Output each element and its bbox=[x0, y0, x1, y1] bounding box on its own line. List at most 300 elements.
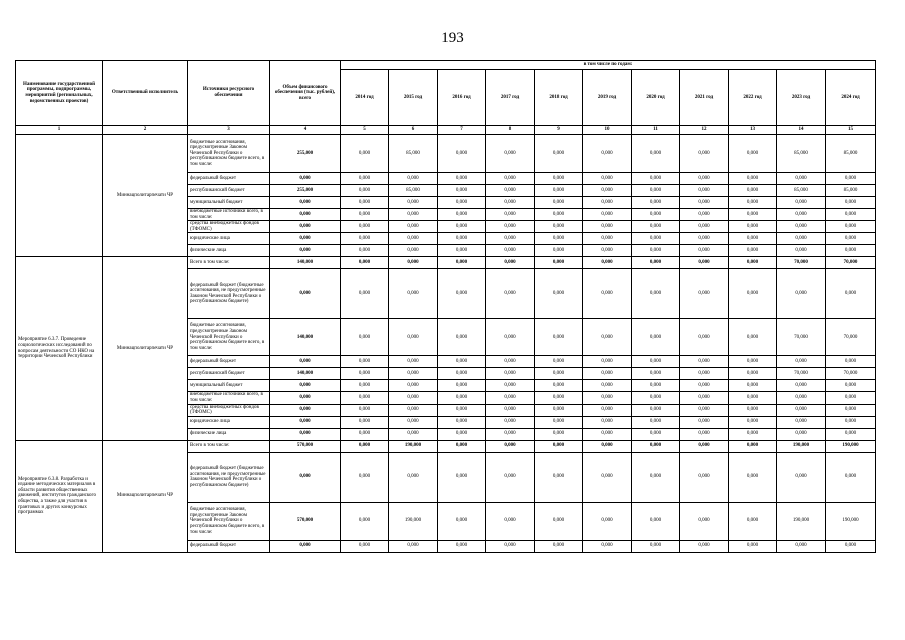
year-value-cell: 0,000 bbox=[632, 428, 680, 440]
year-value-cell: 0,000 bbox=[729, 440, 777, 452]
year-value-cell: 0,000 bbox=[341, 135, 389, 173]
source-cell: бюджетные ассигнования, предусмотренные Законом Чеченской Республики о республиканском бюджете всего, в том числе: bbox=[188, 135, 270, 173]
header-executor: Ответственный исполнитель bbox=[103, 61, 188, 126]
year-value-cell: 0,000 bbox=[438, 319, 486, 356]
year-value-cell: 0,000 bbox=[632, 440, 680, 452]
year-value-cell: 0,000 bbox=[389, 319, 438, 356]
column-number: 6 bbox=[389, 126, 438, 135]
column-number: 11 bbox=[632, 126, 680, 135]
year-value-cell: 0,000 bbox=[632, 392, 680, 404]
year-value-cell: 0,000 bbox=[535, 173, 583, 185]
total-cell: 0,000 bbox=[270, 233, 341, 245]
total-cell: 0,000 bbox=[270, 380, 341, 392]
year-value-cell: 0,000 bbox=[680, 416, 729, 428]
column-number: 8 bbox=[486, 126, 535, 135]
year-value-cell: 0,000 bbox=[486, 221, 535, 233]
year-value-cell: 0,000 bbox=[777, 380, 826, 392]
total-cell: 0,000 bbox=[270, 209, 341, 221]
year-value-cell: 0,000 bbox=[583, 209, 632, 221]
year-value-cell: 0,000 bbox=[341, 233, 389, 245]
year-value-cell: 0,000 bbox=[486, 356, 535, 368]
year-value-cell: 0,000 bbox=[826, 209, 876, 221]
source-cell: Всего в том числе: bbox=[188, 257, 270, 269]
source-cell: юридические лица bbox=[188, 233, 270, 245]
year-value-cell: 0,000 bbox=[389, 257, 438, 269]
header-year: 2017 год bbox=[486, 70, 535, 126]
header-by-years: в том числе по годам: bbox=[341, 61, 876, 70]
year-value-cell: 0,000 bbox=[729, 502, 777, 540]
year-value-cell: 0,000 bbox=[777, 452, 826, 502]
year-value-cell: 0,000 bbox=[632, 540, 680, 552]
header-year: 2019 год bbox=[583, 70, 632, 126]
budget-table bbox=[15, 60, 876, 553]
year-value-cell: 0,000 bbox=[389, 368, 438, 380]
total-cell: 0,000 bbox=[270, 245, 341, 257]
year-value-cell: 0,000 bbox=[583, 185, 632, 197]
year-value-cell: 0,000 bbox=[389, 404, 438, 416]
year-value-cell: 0,000 bbox=[341, 416, 389, 428]
year-value-cell: 0,000 bbox=[729, 221, 777, 233]
executor-cell: Миннацполитарпечати ЧР bbox=[103, 135, 188, 257]
source-cell: физические лица bbox=[188, 428, 270, 440]
year-value-cell: 0,000 bbox=[632, 269, 680, 319]
header-year: 2020 год bbox=[632, 70, 680, 126]
year-value-cell: 0,000 bbox=[632, 452, 680, 502]
year-value-cell: 0,000 bbox=[729, 197, 777, 209]
year-value-cell: 0,000 bbox=[486, 428, 535, 440]
year-value-cell: 0,000 bbox=[438, 540, 486, 552]
year-value-cell: 0,000 bbox=[777, 245, 826, 257]
year-value-cell: 0,000 bbox=[486, 269, 535, 319]
column-number: 14 bbox=[777, 126, 826, 135]
year-value-cell: 0,000 bbox=[729, 233, 777, 245]
year-value-cell: 0,000 bbox=[486, 380, 535, 392]
year-value-cell: 0,000 bbox=[680, 380, 729, 392]
year-value-cell: 0,000 bbox=[389, 416, 438, 428]
year-value-cell: 0,000 bbox=[680, 540, 729, 552]
year-value-cell: 0,000 bbox=[486, 502, 535, 540]
year-value-cell: 0,000 bbox=[341, 185, 389, 197]
year-value-cell: 0,000 bbox=[729, 404, 777, 416]
year-value-cell: 0,000 bbox=[583, 368, 632, 380]
year-value-cell: 0,000 bbox=[341, 245, 389, 257]
total-cell: 0,000 bbox=[270, 356, 341, 368]
year-value-cell: 85,000 bbox=[389, 185, 438, 197]
year-value-cell: 0,000 bbox=[438, 197, 486, 209]
column-number: 3 bbox=[188, 126, 270, 135]
header-year: 2023 год bbox=[777, 70, 826, 126]
year-value-cell: 0,000 bbox=[583, 245, 632, 257]
year-value-cell: 0,000 bbox=[341, 368, 389, 380]
year-value-cell: 0,000 bbox=[389, 380, 438, 392]
year-value-cell: 0,000 bbox=[826, 173, 876, 185]
executor-cell: Миннацполитарпечати ЧР bbox=[103, 257, 188, 440]
column-number: 2 bbox=[103, 126, 188, 135]
year-value-cell: 0,000 bbox=[777, 269, 826, 319]
year-value-cell: 0,000 bbox=[438, 209, 486, 221]
year-value-cell: 0,000 bbox=[632, 209, 680, 221]
year-value-cell: 0,000 bbox=[632, 404, 680, 416]
source-cell: республиканский бюджет bbox=[188, 185, 270, 197]
year-value-cell: 190,000 bbox=[826, 440, 876, 452]
year-value-cell: 0,000 bbox=[341, 380, 389, 392]
year-value-cell: 0,000 bbox=[341, 319, 389, 356]
year-value-cell: 0,000 bbox=[341, 221, 389, 233]
year-value-cell: 0,000 bbox=[438, 368, 486, 380]
year-value-cell: 0,000 bbox=[729, 392, 777, 404]
header-year: 2016 год bbox=[438, 70, 486, 126]
year-value-cell: 0,000 bbox=[486, 404, 535, 416]
year-value-cell: 0,000 bbox=[583, 380, 632, 392]
year-value-cell: 0,000 bbox=[777, 233, 826, 245]
year-value-cell: 0,000 bbox=[486, 452, 535, 502]
year-value-cell: 0,000 bbox=[438, 380, 486, 392]
year-value-cell: 70,000 bbox=[777, 319, 826, 356]
year-value-cell: 0,000 bbox=[389, 233, 438, 245]
year-value-cell: 0,000 bbox=[826, 356, 876, 368]
year-value-cell: 0,000 bbox=[583, 428, 632, 440]
event-name-cell: Мероприятие 6.3.7. Проведение социологических исследований по вопросам деятельности СО НКО на территории Чеченской Республики bbox=[16, 257, 103, 440]
year-value-cell: 0,000 bbox=[341, 356, 389, 368]
year-value-cell: 70,000 bbox=[777, 368, 826, 380]
year-value-cell: 0,000 bbox=[729, 135, 777, 173]
year-value-cell: 0,000 bbox=[438, 257, 486, 269]
year-value-cell: 0,000 bbox=[583, 257, 632, 269]
year-value-cell: 0,000 bbox=[486, 173, 535, 185]
column-number: 9 bbox=[535, 126, 583, 135]
year-value-cell: 0,000 bbox=[341, 452, 389, 502]
year-value-cell: 0,000 bbox=[583, 404, 632, 416]
source-cell: юридические лица bbox=[188, 416, 270, 428]
year-value-cell: 0,000 bbox=[632, 233, 680, 245]
year-value-cell: 0,000 bbox=[583, 135, 632, 173]
total-cell: 0,000 bbox=[270, 452, 341, 502]
year-value-cell: 0,000 bbox=[535, 233, 583, 245]
year-value-cell: 0,000 bbox=[535, 392, 583, 404]
total-cell: 0,000 bbox=[270, 221, 341, 233]
year-value-cell: 0,000 bbox=[826, 416, 876, 428]
year-value-cell: 0,000 bbox=[583, 440, 632, 452]
year-value-cell: 0,000 bbox=[535, 135, 583, 173]
year-value-cell: 0,000 bbox=[583, 502, 632, 540]
source-cell: средства внебюджетных фондов (ТФОМС) bbox=[188, 221, 270, 233]
header-name: Наименование государственной программы, подпрограммы, мероприятий (региональных, ведомственных проектов) bbox=[16, 61, 103, 126]
total-cell: 0,000 bbox=[270, 269, 341, 319]
header-year: 2022 год bbox=[729, 70, 777, 126]
year-value-cell: 0,000 bbox=[583, 233, 632, 245]
year-value-cell: 0,000 bbox=[438, 221, 486, 233]
table-row bbox=[16, 257, 876, 269]
year-value-cell: 0,000 bbox=[486, 368, 535, 380]
year-value-cell: 70,000 bbox=[826, 368, 876, 380]
year-value-cell: 0,000 bbox=[341, 173, 389, 185]
year-value-cell: 0,000 bbox=[826, 221, 876, 233]
year-value-cell: 0,000 bbox=[826, 540, 876, 552]
year-value-cell: 0,000 bbox=[680, 428, 729, 440]
column-number: 7 bbox=[438, 126, 486, 135]
year-value-cell: 0,000 bbox=[729, 173, 777, 185]
year-value-cell: 0,000 bbox=[777, 221, 826, 233]
year-value-cell: 0,000 bbox=[341, 502, 389, 540]
year-value-cell: 0,000 bbox=[777, 173, 826, 185]
year-value-cell: 0,000 bbox=[680, 185, 729, 197]
year-value-cell: 0,000 bbox=[632, 257, 680, 269]
year-value-cell: 0,000 bbox=[438, 452, 486, 502]
year-value-cell: 0,000 bbox=[729, 368, 777, 380]
year-value-cell: 0,000 bbox=[438, 356, 486, 368]
year-value-cell: 0,000 bbox=[729, 245, 777, 257]
source-cell: бюджетные ассигнования, предусмотренные Законом Чеченской Республики о республиканском бюджете всего, в том числе: bbox=[188, 502, 270, 540]
year-value-cell: 0,000 bbox=[680, 452, 729, 502]
column-number: 15 bbox=[826, 126, 876, 135]
year-value-cell: 85,000 bbox=[777, 135, 826, 173]
table-row bbox=[16, 440, 876, 452]
year-value-cell: 0,000 bbox=[729, 380, 777, 392]
year-value-cell: 0,000 bbox=[341, 269, 389, 319]
column-number: 13 bbox=[729, 126, 777, 135]
year-value-cell: 0,000 bbox=[680, 257, 729, 269]
year-value-cell: 0,000 bbox=[583, 416, 632, 428]
year-value-cell: 0,000 bbox=[535, 209, 583, 221]
year-value-cell: 0,000 bbox=[535, 269, 583, 319]
header-source: Источники ресурсного обеспечения bbox=[188, 61, 270, 126]
year-value-cell: 0,000 bbox=[389, 221, 438, 233]
total-cell: 0,000 bbox=[270, 416, 341, 428]
year-value-cell: 0,000 bbox=[826, 380, 876, 392]
year-value-cell: 0,000 bbox=[680, 233, 729, 245]
year-value-cell: 0,000 bbox=[729, 416, 777, 428]
year-value-cell: 0,000 bbox=[826, 392, 876, 404]
source-cell: бюджетные ассигнования, предусмотренные Законом Чеченской Республики о республиканском бюджете всего, в том числе: bbox=[188, 319, 270, 356]
source-cell: федеральный бюджет bbox=[188, 356, 270, 368]
year-value-cell: 0,000 bbox=[680, 356, 729, 368]
year-value-cell: 0,000 bbox=[438, 502, 486, 540]
column-number: 12 bbox=[680, 126, 729, 135]
year-value-cell: 0,000 bbox=[486, 440, 535, 452]
year-value-cell: 0,000 bbox=[680, 404, 729, 416]
page-number: 193 bbox=[441, 30, 464, 46]
year-value-cell: 0,000 bbox=[777, 356, 826, 368]
year-value-cell: 0,000 bbox=[729, 356, 777, 368]
year-value-cell: 0,000 bbox=[826, 269, 876, 319]
year-value-cell: 0,000 bbox=[389, 392, 438, 404]
column-number-row bbox=[16, 126, 876, 135]
header-year: 2014 год bbox=[341, 70, 389, 126]
year-value-cell: 190,000 bbox=[777, 440, 826, 452]
year-value-cell: 0,000 bbox=[486, 416, 535, 428]
source-cell: муниципальный бюджет bbox=[188, 380, 270, 392]
year-value-cell: 0,000 bbox=[632, 221, 680, 233]
year-value-cell: 0,000 bbox=[777, 209, 826, 221]
year-value-cell: 0,000 bbox=[632, 185, 680, 197]
header-year: 2024 год bbox=[826, 70, 876, 126]
year-value-cell: 0,000 bbox=[826, 245, 876, 257]
year-value-cell: 0,000 bbox=[777, 416, 826, 428]
total-cell: 140,000 bbox=[270, 319, 341, 356]
year-value-cell: 0,000 bbox=[438, 269, 486, 319]
year-value-cell: 0,000 bbox=[680, 392, 729, 404]
year-value-cell: 0,000 bbox=[486, 135, 535, 173]
year-value-cell: 0,000 bbox=[341, 197, 389, 209]
year-value-cell: 0,000 bbox=[486, 197, 535, 209]
executor-cell: Миннацполитарпечати ЧР bbox=[103, 440, 188, 552]
total-cell: 0,000 bbox=[270, 428, 341, 440]
year-value-cell: 0,000 bbox=[535, 452, 583, 502]
year-value-cell: 0,000 bbox=[680, 319, 729, 356]
column-number: 4 bbox=[270, 126, 341, 135]
year-value-cell: 0,000 bbox=[341, 257, 389, 269]
year-value-cell: 0,000 bbox=[583, 319, 632, 356]
year-value-cell: 0,000 bbox=[535, 428, 583, 440]
year-value-cell: 0,000 bbox=[680, 368, 729, 380]
total-cell: 0,000 bbox=[270, 540, 341, 552]
table-row bbox=[16, 135, 876, 173]
year-value-cell: 85,000 bbox=[389, 135, 438, 173]
year-value-cell: 0,000 bbox=[389, 209, 438, 221]
year-value-cell: 85,000 bbox=[826, 135, 876, 173]
source-cell: физические лица bbox=[188, 245, 270, 257]
year-value-cell: 70,000 bbox=[826, 319, 876, 356]
year-value-cell: 0,000 bbox=[341, 428, 389, 440]
column-number: 10 bbox=[583, 126, 632, 135]
year-value-cell: 0,000 bbox=[438, 135, 486, 173]
year-value-cell: 0,000 bbox=[729, 185, 777, 197]
year-value-cell: 0,000 bbox=[826, 197, 876, 209]
year-value-cell: 0,000 bbox=[583, 221, 632, 233]
year-value-cell: 0,000 bbox=[826, 452, 876, 502]
year-value-cell: 0,000 bbox=[680, 135, 729, 173]
year-value-cell: 0,000 bbox=[777, 404, 826, 416]
year-value-cell: 0,000 bbox=[729, 319, 777, 356]
year-value-cell: 0,000 bbox=[535, 245, 583, 257]
year-value-cell: 70,000 bbox=[826, 257, 876, 269]
year-value-cell: 0,000 bbox=[826, 428, 876, 440]
year-value-cell: 0,000 bbox=[680, 269, 729, 319]
header-volume: Объем финансового обеспечения (тыс. рублей), всего bbox=[270, 61, 341, 126]
year-value-cell: 0,000 bbox=[438, 440, 486, 452]
year-value-cell: 0,000 bbox=[438, 173, 486, 185]
year-value-cell: 0,000 bbox=[729, 452, 777, 502]
year-value-cell: 0,000 bbox=[680, 245, 729, 257]
event-name-cell: Мероприятие 6.3.8. Разработка и издание методических материалов в области развития общественных движений, институтов гражданского общества, а также для участия в грантовых и других конкурсных программах bbox=[16, 440, 103, 552]
year-value-cell: 0,000 bbox=[486, 245, 535, 257]
year-value-cell: 0,000 bbox=[729, 257, 777, 269]
total-cell: 255,000 bbox=[270, 185, 341, 197]
year-value-cell: 0,000 bbox=[632, 356, 680, 368]
year-value-cell: 0,000 bbox=[680, 197, 729, 209]
year-value-cell: 0,000 bbox=[438, 428, 486, 440]
source-cell: республиканский бюджет bbox=[188, 368, 270, 380]
source-cell: внебюджетные источники всего, в том числе: bbox=[188, 392, 270, 404]
year-value-cell: 0,000 bbox=[729, 209, 777, 221]
year-value-cell: 190,000 bbox=[389, 440, 438, 452]
year-value-cell: 0,000 bbox=[680, 502, 729, 540]
header-year: 2021 год bbox=[680, 70, 729, 126]
year-value-cell: 0,000 bbox=[486, 209, 535, 221]
year-value-cell: 0,000 bbox=[535, 540, 583, 552]
year-value-cell: 0,000 bbox=[729, 540, 777, 552]
year-value-cell: 85,000 bbox=[777, 185, 826, 197]
year-value-cell: 0,000 bbox=[535, 319, 583, 356]
year-value-cell: 0,000 bbox=[486, 257, 535, 269]
year-value-cell: 0,000 bbox=[583, 173, 632, 185]
source-cell: федеральный бюджет bbox=[188, 173, 270, 185]
year-value-cell: 0,000 bbox=[535, 221, 583, 233]
year-value-cell: 0,000 bbox=[535, 257, 583, 269]
year-value-cell: 0,000 bbox=[389, 197, 438, 209]
year-value-cell: 0,000 bbox=[680, 209, 729, 221]
year-value-cell: 0,000 bbox=[535, 356, 583, 368]
source-cell: муниципальный бюджет bbox=[188, 197, 270, 209]
year-value-cell: 0,000 bbox=[438, 416, 486, 428]
total-cell: 0,000 bbox=[270, 392, 341, 404]
year-value-cell: 0,000 bbox=[438, 404, 486, 416]
source-cell: Всего в том числе: bbox=[188, 440, 270, 452]
year-value-cell: 0,000 bbox=[486, 319, 535, 356]
total-cell: 0,000 bbox=[270, 404, 341, 416]
total-cell: 255,000 bbox=[270, 135, 341, 173]
year-value-cell: 0,000 bbox=[341, 404, 389, 416]
year-value-cell: 0,000 bbox=[680, 221, 729, 233]
year-value-cell: 190,000 bbox=[389, 502, 438, 540]
year-value-cell: 0,000 bbox=[389, 540, 438, 552]
year-value-cell: 0,000 bbox=[777, 428, 826, 440]
year-value-cell: 0,000 bbox=[535, 416, 583, 428]
year-value-cell: 0,000 bbox=[632, 416, 680, 428]
total-cell: 570,000 bbox=[270, 440, 341, 452]
year-value-cell: 0,000 bbox=[535, 440, 583, 452]
year-value-cell: 0,000 bbox=[486, 540, 535, 552]
source-cell: федеральный бюджет bbox=[188, 540, 270, 552]
column-number: 1 bbox=[16, 126, 103, 135]
year-value-cell: 0,000 bbox=[583, 392, 632, 404]
year-value-cell: 0,000 bbox=[486, 185, 535, 197]
year-value-cell: 0,000 bbox=[583, 452, 632, 502]
year-value-cell: 0,000 bbox=[632, 319, 680, 356]
year-value-cell: 0,000 bbox=[535, 380, 583, 392]
year-value-cell: 0,000 bbox=[438, 392, 486, 404]
year-value-cell: 190,000 bbox=[777, 502, 826, 540]
year-value-cell: 0,000 bbox=[632, 135, 680, 173]
source-cell: внебюджетные источники всего, в том числе: bbox=[188, 209, 270, 221]
year-value-cell: 0,000 bbox=[341, 440, 389, 452]
year-value-cell: 0,000 bbox=[389, 245, 438, 257]
year-value-cell: 0,000 bbox=[826, 404, 876, 416]
year-value-cell: 0,000 bbox=[389, 356, 438, 368]
year-value-cell: 0,000 bbox=[632, 197, 680, 209]
year-value-cell: 0,000 bbox=[583, 540, 632, 552]
year-value-cell: 0,000 bbox=[632, 173, 680, 185]
year-value-cell: 0,000 bbox=[438, 245, 486, 257]
total-cell: 140,000 bbox=[270, 257, 341, 269]
total-cell: 0,000 bbox=[270, 197, 341, 209]
year-value-cell: 0,000 bbox=[389, 269, 438, 319]
year-value-cell: 0,000 bbox=[438, 185, 486, 197]
year-value-cell: 0,000 bbox=[632, 368, 680, 380]
year-value-cell: 0,000 bbox=[389, 173, 438, 185]
year-value-cell: 0,000 bbox=[826, 233, 876, 245]
year-value-cell: 0,000 bbox=[777, 197, 826, 209]
year-value-cell: 0,000 bbox=[535, 197, 583, 209]
total-cell: 140,000 bbox=[270, 368, 341, 380]
year-value-cell: 0,000 bbox=[583, 269, 632, 319]
total-cell: 0,000 bbox=[270, 173, 341, 185]
year-value-cell: 0,000 bbox=[632, 245, 680, 257]
year-value-cell: 0,000 bbox=[680, 440, 729, 452]
year-value-cell: 85,000 bbox=[826, 185, 876, 197]
year-value-cell: 0,000 bbox=[583, 356, 632, 368]
year-value-cell: 70,000 bbox=[777, 257, 826, 269]
